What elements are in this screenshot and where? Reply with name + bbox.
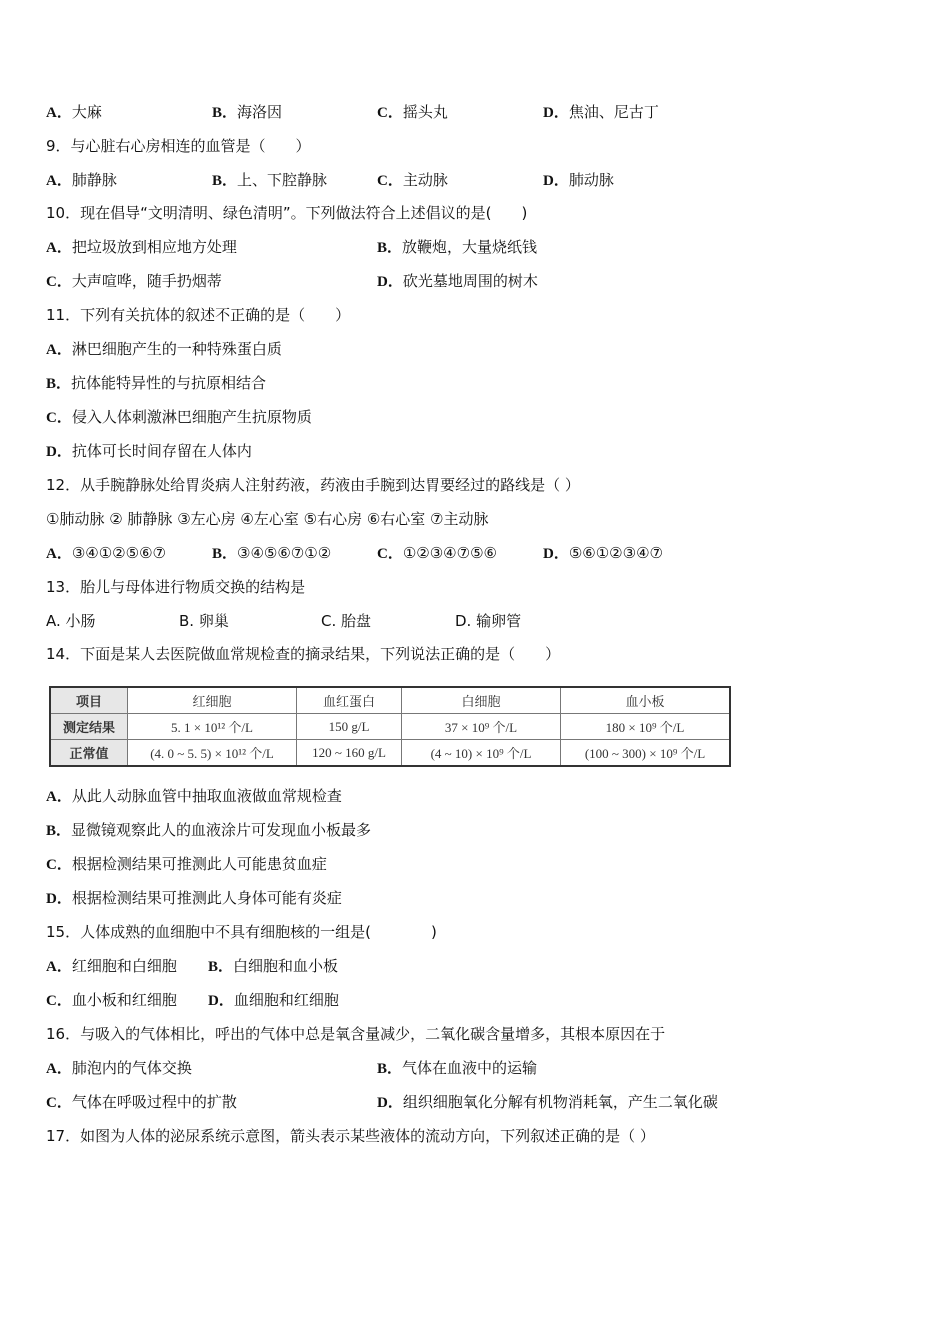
option-key: D.	[455, 612, 472, 630]
option-key: D．	[377, 1095, 403, 1111]
option-text: 从此人动脉血管中抽取血液做血常规检查	[71, 787, 342, 805]
option-text: 大麻	[71, 103, 102, 121]
table-cell: 5. 1 × 10¹² 个/L	[128, 714, 297, 740]
option-text: 肺泡内的气体交换	[71, 1059, 192, 1077]
q11-option-c	[46, 407, 312, 428]
q12-parts: ①肺动脉 ② 肺静脉 ③左心房 ④左心室 ⑤右心房 ⑥右心室 ⑦主动脉	[46, 510, 489, 528]
table-header-row	[50, 687, 730, 714]
option-text: 血细胞和红细胞	[233, 991, 339, 1009]
q9-stem: 9．与心脏右心房相连的血管是（ ）	[46, 137, 311, 155]
table-cell: 120 ~ 160 g/L	[297, 740, 402, 767]
option-text: 卵巢	[198, 612, 229, 630]
table-cell: 37 × 10⁹ 个/L	[402, 714, 561, 740]
option-key: A．	[46, 1061, 72, 1077]
q14-option-d	[46, 888, 342, 909]
q17-stem: 17．如图为人体的泌尿系统示意图，箭头表示某些液体的流动方向，下列叙述正确的是（ ）	[46, 1127, 655, 1145]
option-text: 白细胞和血小板	[233, 957, 339, 975]
option-text: 把垃圾放到相应地方处理	[71, 238, 237, 256]
option-text: 主动脉	[402, 171, 448, 189]
option-key: D．	[543, 546, 569, 562]
table-header-cell: 血红蛋白	[297, 687, 402, 714]
option-key: D．	[377, 274, 403, 290]
option-text: 焦油、尼古丁	[568, 103, 659, 121]
option-text: 肺静脉	[71, 171, 117, 189]
option-key: A．	[46, 789, 72, 805]
option-key: B．	[46, 376, 72, 392]
option-key: D．	[208, 993, 234, 1009]
option-key: B．	[377, 240, 403, 256]
q13-stem: 13．胎儿与母体进行物质交换的结构是	[46, 578, 306, 596]
table-header-cell: 血小板	[561, 687, 731, 714]
option-key: B.	[179, 612, 195, 630]
option-key: B．	[212, 173, 238, 189]
option-key: A．	[46, 959, 72, 975]
option-text: 侵入人体刺激淋巴细胞产生抗原物质	[71, 408, 312, 426]
q15-stem: 15．人体成熟的血细胞中不具有细胞核的一组是( )	[46, 923, 437, 941]
option-key: C．	[46, 410, 72, 426]
option-text: 红细胞和白细胞	[71, 957, 177, 975]
q14-option-b	[46, 820, 371, 841]
table-cell: 180 × 10⁹ 个/L	[561, 714, 731, 740]
option-text: ③④①②⑤⑥⑦	[71, 544, 166, 562]
option-text: 抗体可长时间存留在人体内	[71, 442, 252, 460]
option-text: ①②③④⑦⑤⑥	[402, 544, 497, 562]
option-key: C．	[46, 993, 72, 1009]
table-header-cell: 白细胞	[402, 687, 561, 714]
q16-stem: 16．与吸入的气体相比，呼出的气体中总是氧含量减少，二氧化碳含量增多，其根本原因在于	[46, 1025, 666, 1043]
option-key: A．	[46, 105, 72, 121]
option-text: 气体在呼吸过程中的扩散	[71, 1093, 237, 1111]
option-text: 肺动脉	[568, 171, 614, 189]
option-text: 大声喧哗，随手扔烟蒂	[71, 272, 222, 290]
table-cell: 150 g/L	[297, 714, 402, 740]
option-key: C．	[377, 105, 403, 121]
table-cell: (4 ~ 10) × 10⁹ 个/L	[402, 740, 561, 767]
q11-option-d	[46, 441, 252, 462]
option-text: 根据检测结果可推测此人可能患贫血症	[71, 855, 327, 873]
option-key: A．	[46, 342, 72, 358]
option-text: 抗体能特异性的与抗原相结合	[71, 374, 267, 392]
option-key: C．	[377, 546, 403, 562]
table-header-cell: 项目	[50, 687, 128, 714]
option-text: 小肠	[65, 612, 96, 630]
option-text: 显微镜观察此人的血液涂片可发现血小板最多	[71, 821, 372, 839]
option-key: A．	[46, 240, 72, 256]
q14-stem: 14．下面是某人去医院做血常规检查的摘录结果，下列说法正确的是（ ）	[46, 645, 561, 663]
option-key: D．	[46, 444, 72, 460]
q11-option-b	[46, 373, 266, 394]
option-key: D．	[543, 173, 569, 189]
blood-test-table	[49, 686, 731, 767]
option-key: B．	[46, 823, 72, 839]
option-key: C．	[46, 274, 72, 290]
option-text: 海洛因	[237, 103, 283, 121]
q11-stem: 11．下列有关抗体的叙述不正确的是（ ）	[46, 306, 351, 324]
option-text: ③④⑤⑥⑦①②	[237, 544, 332, 562]
option-key: C．	[46, 857, 72, 873]
option-text: 砍光墓地周围的树木	[402, 272, 538, 290]
option-key: B．	[212, 546, 238, 562]
option-key: C．	[46, 1095, 72, 1111]
option-key: B．	[212, 105, 238, 121]
option-key: C.	[321, 612, 337, 630]
q11-option-a	[46, 339, 282, 360]
table-cell: 正常值	[50, 740, 128, 767]
option-text: 组织细胞氧化分解有机物消耗氧，产生二氧化碳	[402, 1093, 718, 1111]
option-text: 气体在血液中的运输	[402, 1059, 538, 1077]
option-key: B．	[377, 1061, 403, 1077]
q14-option-c	[46, 854, 327, 875]
option-text: 胎盘	[341, 612, 372, 630]
option-key: A.	[46, 612, 61, 630]
option-text: 放鞭炮，大量烧纸钱	[402, 238, 538, 256]
option-key: D．	[543, 105, 569, 121]
q12-stem: 12．从手腕静脉处给胃炎病人注射药液，药液由手腕到达胃要经过的路线是（ ）	[46, 476, 580, 494]
q10-stem: 10．现在倡导“文明清明、绿色清明”。下列做法符合上述倡议的是( )	[46, 204, 528, 222]
option-text: 血小板和红细胞	[71, 991, 177, 1009]
option-key: B．	[208, 959, 234, 975]
table-cell: (100 ~ 300) × 10⁹ 个/L	[561, 740, 731, 767]
option-text: ⑤⑥①②③④⑦	[568, 544, 663, 562]
table-cell: 测定结果	[50, 714, 128, 740]
table-row	[50, 714, 730, 740]
q14-option-a	[46, 786, 342, 807]
option-text: 摇头丸	[402, 103, 448, 121]
option-key: A．	[46, 173, 72, 189]
option-key: D．	[46, 891, 72, 907]
table-header-cell: 红细胞	[128, 687, 297, 714]
table-row	[50, 740, 730, 767]
option-text: 上、下腔静脉	[237, 171, 328, 189]
option-key: A．	[46, 546, 72, 562]
option-key: C．	[377, 173, 403, 189]
option-text: 淋巴细胞产生的一种特殊蛋白质	[71, 340, 282, 358]
table-cell: (4. 0 ~ 5. 5) × 10¹² 个/L	[128, 740, 297, 767]
option-text: 根据检测结果可推测此人身体可能有炎症	[71, 889, 342, 907]
option-text: 输卵管	[476, 612, 522, 630]
